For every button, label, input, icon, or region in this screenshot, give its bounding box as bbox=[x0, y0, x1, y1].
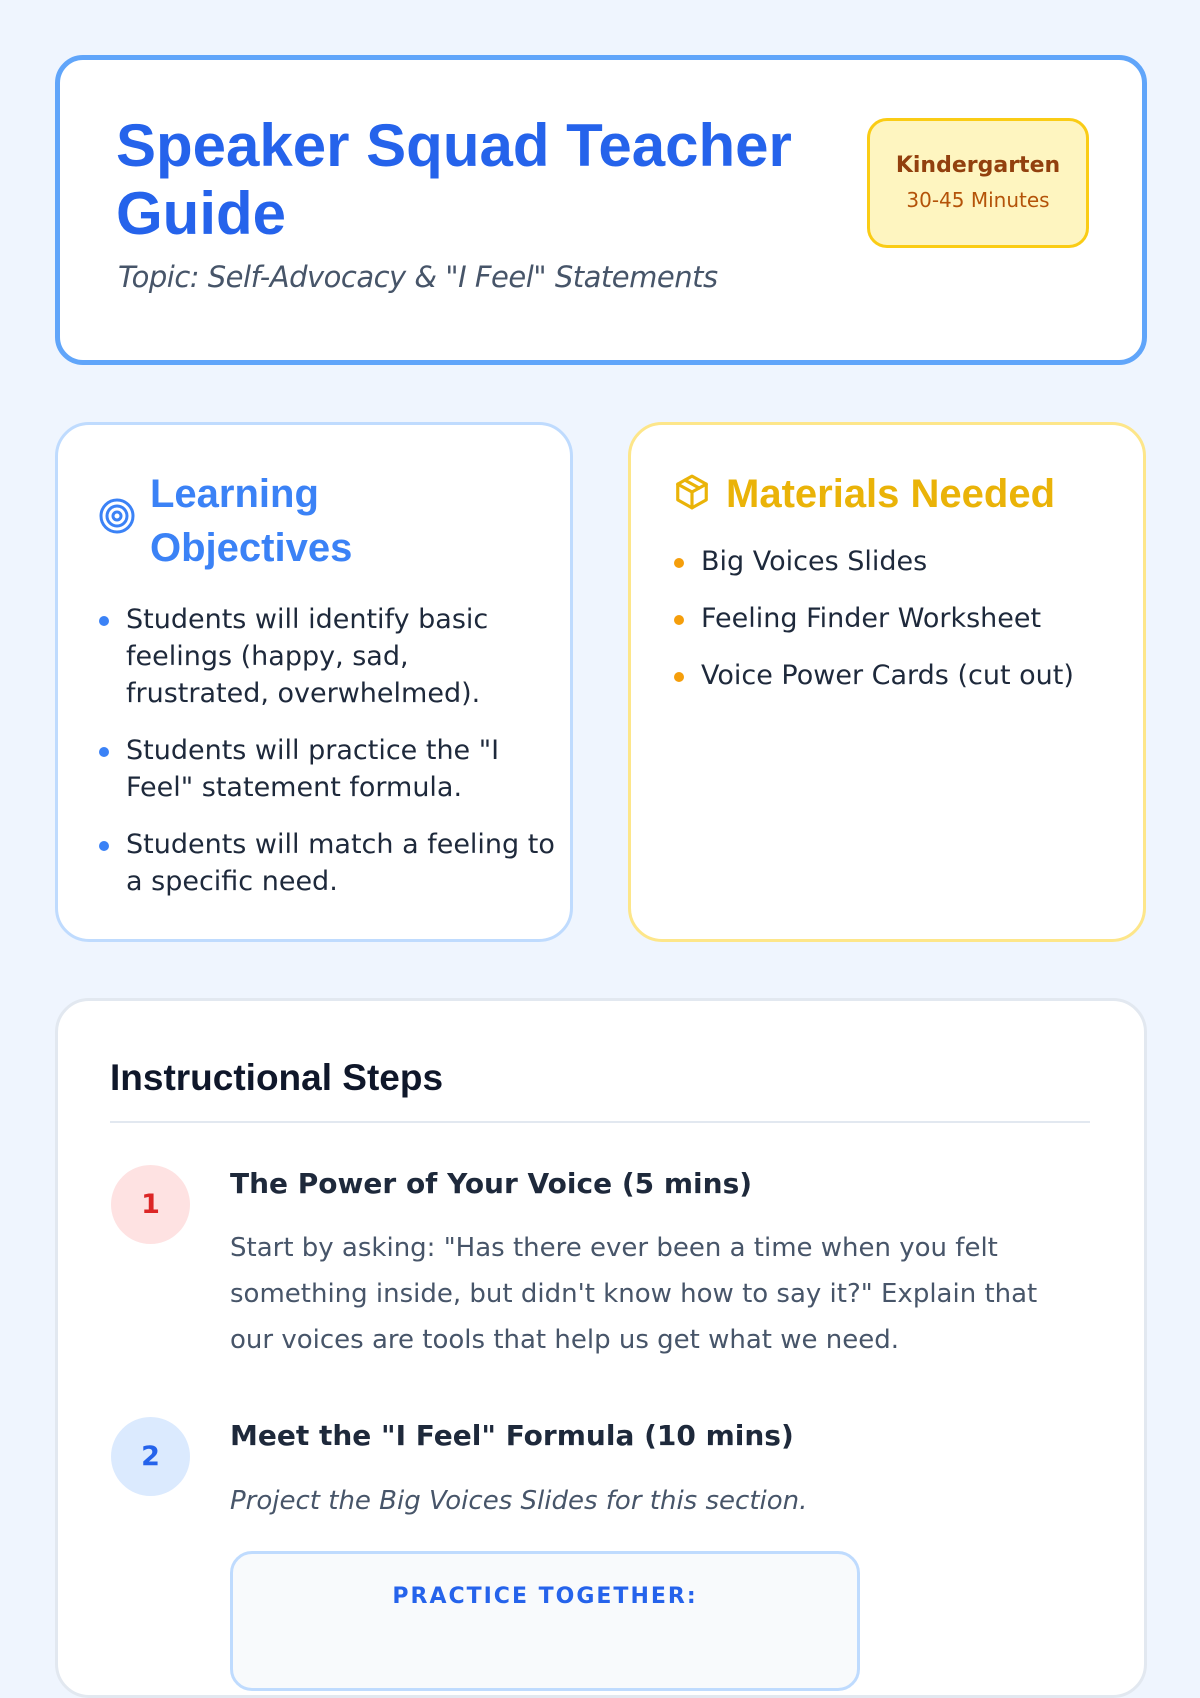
step-description: Start by asking: "Has there ever been a time when you felt something inside, but didn't know how to say it?" Explain that our voices are tools that help us get what we need. bbox=[230, 1233, 1038, 1355]
objective-text: Students will identify basic feelings (happy, sad, frustrated, overwhelmed). bbox=[126, 604, 489, 709]
page-title: Speaker Squad Teacher Guide bbox=[116, 112, 792, 247]
bullet-dot bbox=[674, 615, 684, 625]
target-icon bbox=[98, 497, 136, 539]
objectives-heading: Learning Objectives bbox=[150, 472, 353, 570]
bullet-dot bbox=[99, 841, 109, 851]
bullet-dot bbox=[674, 558, 684, 568]
list-item bbox=[701, 543, 1141, 580]
material-text: Feeling Finder Worksheet bbox=[701, 603, 1042, 634]
bullet-dot bbox=[99, 616, 109, 626]
grade-badge bbox=[867, 118, 1089, 248]
objective-text: Students will practice the "I Feel" statement formula. bbox=[126, 735, 500, 803]
step-number-badge: 1 bbox=[111, 1165, 190, 1244]
step-description: Project the Big Voices Slides for this section. bbox=[230, 1486, 808, 1516]
step-title: Meet the "I Feel" Formula (10 mins) bbox=[230, 1419, 794, 1452]
divider bbox=[110, 1121, 1090, 1123]
material-text: Voice Power Cards (cut out) bbox=[701, 660, 1074, 691]
bullet-dot bbox=[674, 672, 684, 682]
objective-text: Students will match a feeling to a specific need. bbox=[126, 829, 555, 897]
list-item bbox=[126, 732, 556, 806]
step-number-badge: 2 bbox=[111, 1417, 190, 1496]
objectives-card bbox=[55, 422, 573, 942]
materials-card bbox=[628, 422, 1146, 942]
bullet-dot bbox=[99, 747, 109, 757]
material-text: Big Voices Slides bbox=[701, 546, 928, 577]
practice-box bbox=[230, 1551, 860, 1691]
list-item bbox=[126, 601, 556, 712]
steps-heading: Instructional Steps bbox=[110, 1057, 444, 1098]
materials-list bbox=[701, 543, 1141, 714]
list-item bbox=[701, 657, 1141, 694]
list-item bbox=[126, 826, 556, 900]
box-icon bbox=[673, 473, 711, 515]
grade-label: Kindergarten bbox=[895, 153, 1061, 178]
header-card bbox=[55, 55, 1147, 365]
step-title: The Power of Your Voice (5 mins) bbox=[230, 1167, 753, 1200]
practice-label: PRACTICE TOGETHER: bbox=[392, 1584, 698, 1609]
steps-card bbox=[55, 998, 1147, 1698]
topic-subtitle: Topic: Self-Advocacy & "I Feel" Statements bbox=[118, 260, 718, 294]
materials-heading: Materials Needed bbox=[726, 472, 1056, 516]
objectives-list bbox=[126, 601, 556, 920]
duration-label: 30-45 Minutes bbox=[906, 188, 1050, 212]
list-item bbox=[701, 600, 1141, 637]
